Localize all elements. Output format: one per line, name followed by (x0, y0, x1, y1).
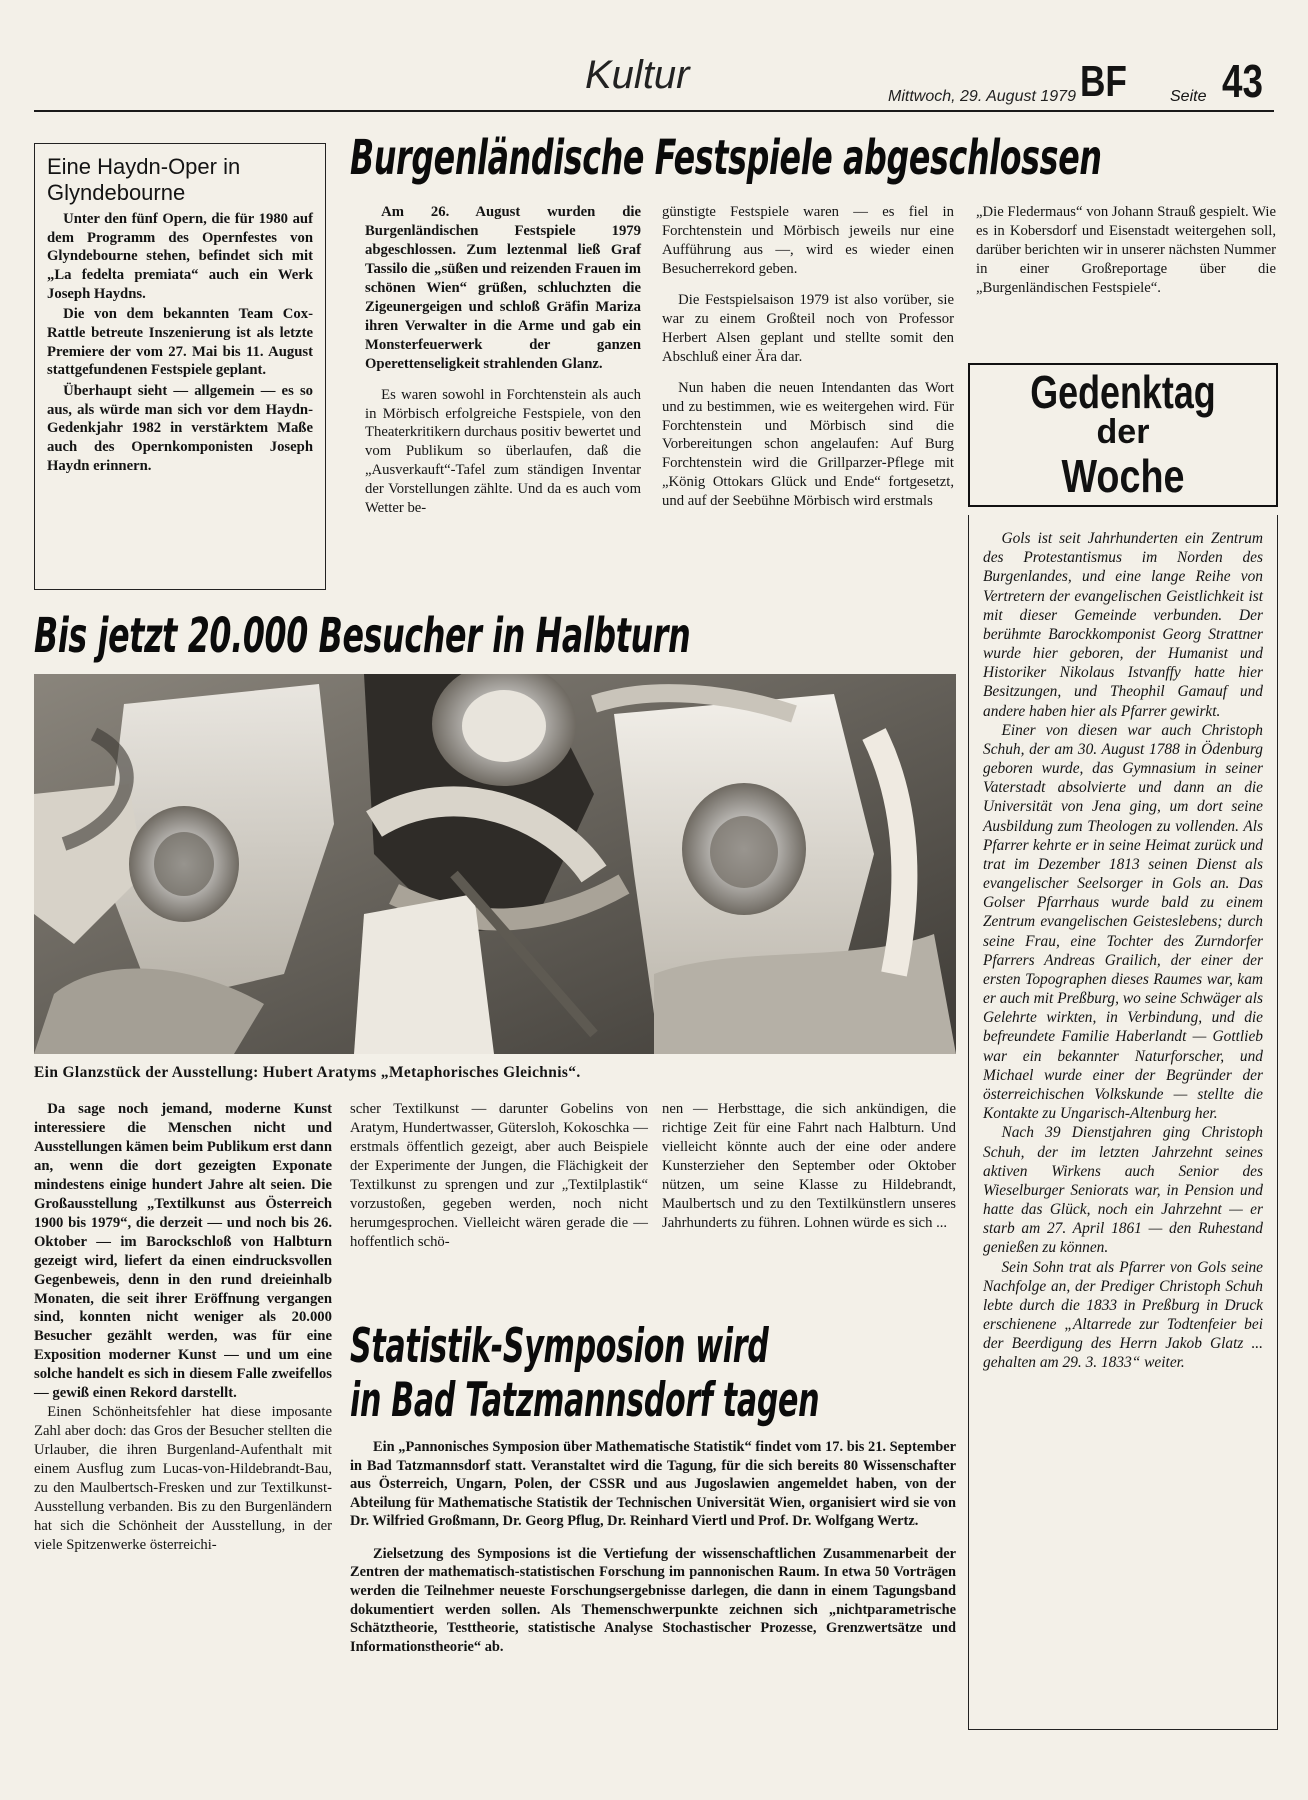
header-rule (34, 110, 1274, 112)
halbturn-column-1 (34, 1100, 332, 1555)
halbturn-paragraph: scher Textilkunst — darunter Gobelins von Aratym, Hundertwasser, Gütersloh, Kokoschka — erstmals öffentlich gezeigt, aber auch Beispiele der Experimente der Jungen, die Flächigkeit der Textilkunst zu sprengen und zur „Textilplastik“ vorzustoßen, gegeben werden, noch nicht herumgesprochen. Vielleicht wären gerade die — hoffentlich schö- (350, 1101, 648, 1250)
symposion-headline (350, 1320, 819, 1428)
gedenktag-text (983, 529, 1263, 1373)
artwork-photo (34, 674, 956, 1054)
gedenktag-body-box (968, 515, 1278, 1730)
haydn-paragraph: Überhaupt sieht — allgemein — es so aus, als würde man sich vor dem Haydn-Gedenkjahr 1982 in verstärktem Maße auch des Opernkomponisten Joseph Haydn erinnern. (47, 382, 313, 474)
page-label: Seite (1170, 88, 1207, 105)
symposion-headline-line: Statistik-Symposion wird (350, 1319, 769, 1374)
halbturn-paragraph: nen — Herbsttage, die sich ankündigen, die richtige Zeit für eine Fahrt nach Halbturn. Und vielleicht könnte auch der eine oder andere Kunsterzieher den September oder Oktober nützen, um seine Klasse zu Hildebrandt, Maulbertsch und zu den Textilkünstlern unseres Jahrhunderts zu führen. Lohnen würde es sich ... (662, 1101, 956, 1231)
symposion-paragraph: Zielsetzung des Symposions ist die Vertiefung der wissenschaftlichen Zusammenarbeit der Zentren der mathematisch-statistischen Forschung im pannonischen Raum. In etwa 50 Vorträgen werden die Teilnehmer neueste Forschungsergebnisse darlegen, die dann in einem Tagungsband dokumentiert werden sollen. Als Themenschwerpunkte zeichnen sich „nichtparametrische Schätztheorie, Testtheorie, statistische Analyse Stochastischer Prozesse, Grenzwertsätze und Informationstheorie“ ab. (350, 1545, 956, 1655)
festspiele-column-1 (365, 203, 641, 518)
festspiele-lead: Am 26. August wurden die Burgenländischen Festspiele 1979 abgeschlossen. Zum leztenmal ließ Graf Tassilo die „süßen und reizenden Frauen im schönen Wien“ grüßen, schluchzten die Zigeunergeigen und schloß Gräfin Mariza ihren Verwalter in die Arme und gab ein Monsterfeuerwerk der ganzen Operettenseligkeit strahlenden Glanz. (365, 204, 641, 372)
gedenktag-title-box (968, 363, 1278, 507)
festspiele-paragraph: günstigte Festspiele waren — es fiel in Forchtenstein und Mörbisch jeweils nur eine Aufführung aus —, wird es wieder einen Besucherrekord geben. (662, 204, 954, 277)
halbturn-paragraph: Einen Schönheitsfehler hat diese imposante Zahl aber doch: das Gros der Besucher stellten die Urlauber, die ihren Burgenland-Aufenthalt mit einem Ausflug zum Lucas-von-Hildebrandt-Bau, zu den Maulbertsch-Fresken und zur Textilkunst-Ausstellung verbanden. Bis zu den Burgenländern hat sich die Schönheit der Ausstellung, in der viele Spitzenwerke österreichi- (34, 1404, 332, 1553)
gedenktag-paragraph: Sein Sohn trat als Pfarrer von Gols seine Nachfolge an, der Prediger Christoph Schuh lebte durch die 1833 in Preßburg in Druck erschienene „Altarrede zur Todtenfeier bei der Beerdigung des Herrn Jakob Glatz ... gehalten am 29. 3. 1833“ weiter. (983, 1258, 1263, 1372)
symposion-body (350, 1438, 956, 1656)
haydn-box-title: Eine Haydn-Oper in Glyndebourne (47, 154, 241, 205)
haydn-paragraph: Die von dem bekannten Team Cox-Rattle betreute Inszenierung ist als letzte Premiere der vom 27. Mai bis 11. August stattgefundenen Festspiele geplant. (47, 306, 313, 379)
halbturn-column-2 (350, 1100, 648, 1252)
photo-caption: Ein Glanzstück der Ausstellung: Hubert Aratyms „Metaphorisches Gleichnis“. (34, 1064, 581, 1081)
gedenktag-paragraph: Gols ist seit Jahrhunderten ein Zentrum des Protestantismus im Norden des Burgenlandes, und eine lange Reihe von Vertretern der evangelischen Geistlichkeit ist mit dieser Gemeinde verbunden. Der berühmte Barockkomponist Georg Strattner wurde hier geboren, der Humanist und Historiker Nikolaus Istvanffy hatte hier Besitzungen, und Theophil Gamauf und andere haben hier als Pfarrer gewirkt. (983, 530, 1263, 720)
festspiele-paragraph: Nun haben die neuen Intendanten das Wort und zu bestimmen, wie es weitergehen wird. Für Forchtenstein und Mörbisch sind die Vorbereitungen schon angelaufen: Auf Burg Forchtenstein wird die Grillparzer-Pflege mit „König Ottokars Glück und Ende“ fortgesetzt, und auf der Seebühne Mörbisch wird erstmals (662, 379, 954, 510)
haydn-paragraph: Unter den fünf Opern, die für 1980 auf dem Programm des Opernfestes von Glyndebourne stehen, befindet sich mit „La fedelta premiata“ auch ein Werk Joseph Haydns. (47, 210, 313, 302)
festspiele-headline: Burgenländische Festspiele abgeschlossen (350, 130, 1102, 186)
halbturn-headline: Bis jetzt 20.000 Besucher in Halbturn (34, 608, 691, 664)
newspaper-logo: BF (1080, 57, 1127, 106)
gedenktag-paragraph: Nach 39 Dienstjahren ging Christoph Schuh, der im letzten Jahrzehnt seines aktiven Wirkens auch Senior des Wieselburger Seniorats war, in Pension und hatte das Glück, noch ein Jahrzehnt — er starb am 27. April 1861 — den Ruhestand genießen zu können. (983, 1124, 1263, 1257)
gedenktag-title-line: der (1096, 413, 1150, 451)
gedenktag-paragraph: Einer von diesen war auch Christoph Schuh, der am 30. August 1788 in Ödenburg geboren wurde, das Gymnasium in seiner Vaterstadt absolvierte und dann an die Universität von Jena ging, um dort seine Ausbildung zum Theologen zu vollenden. Als Pfarrer kehrte er in seine Heimat zurück und trat im Dezember 1813 seinen Dienst als evangelischer Seelsorger in Gols an. Das Golser Pfarrhaus wurde bald zu einem Zentrum evangelischen Geisteslebens; durch seine Frau, eine Tochter des Zurndorfer Pfarrers Andreas Grailich, der einer der ersten Topographen dieses Raumes war, kam er auch mit Preßburg, wo seine Schwäger als Gelehrte wirkten, in Verbindung, und die befreundete Familie Haberlandt — Gottlieb war ein bekannter Naturforscher, und Michael wurde einer der Begründer der österreichischen Volkskunde — stellte die Kontakte zu Ungarisch-Altenburg her. (983, 721, 1263, 1123)
section-title: Kultur (585, 53, 690, 97)
symposion-headline-line: in Bad Tatzmannsdorf tagen (350, 1373, 820, 1429)
festspiele-paragraph: Es waren sowohl in Forchtenstein als auch in Mörbisch erfolgreiche Festspiele, von den Theaterkritikern durchaus positiv bewertet und vom Publikum so überlaufen, daß die „Ausverkauft“-Tafel zum ständigen Inventar der Vorstellungen zählte. Und da es auch vom Wetter be- (365, 386, 641, 517)
halbturn-column-3 (662, 1100, 956, 1233)
festspiele-column-2 (662, 203, 954, 511)
halbturn-lead: Da sage noch jemand, moderne Kunst interessiere die Menschen nicht und Ausstellungen kämen beim Publikum erst dann an, wenn die dort gezeigten Exponate mindestens einige hundert Jahre alt seien. Die Großausstellung „Textilkunst aus Österreich 1900 bis 1979“, die derzeit — und noch bis 26. Oktober — im Barockschloß von Halbturn gezeigt wird, liefert da einen eindrucksvollen Gegenbeweis, denn in den rund dreieinhalb Monaten, die seit ihrer Eröffnung vergangen sind, konnten nicht weniger als 20.000 Besucher gezählt werden, was für eine Exposition moderner Kunst — und um eine solche handelt es sich in diesem Falle zweifellos — gewiß einen Rekord darstellt. (34, 1101, 332, 1402)
gedenktag-title-line: Gedenktag (1030, 366, 1216, 418)
haydn-opera-box (34, 143, 326, 590)
festspiele-column-3 (976, 203, 1276, 298)
gedenktag-title-line: Woche (1061, 450, 1185, 502)
festspiele-paragraph: Die Festspielsaison 1979 ist also vorüber, sie war zu einem Großteil noch von Professor Herbert Alsen geplant und stellte somit den Abschluß einer Ära dar. (662, 291, 954, 365)
symposion-paragraph: Ein „Pannonisches Symposion über Mathematische Statistik“ findet vom 17. bis 21. September in Bad Tatzmannsdorf statt. Veranstaltet wird die Tagung, für die sich bereits 80 Wissenschafter aus Österreich, Ungarn, Polen, der CSSR und aus Jugoslawien angemeldet haben, von der Abteilung für Mathematische Statistik der Technischen Universität Wien, organisiert wird sie von Dr. Wilfried Großmann, Dr. Georg Pflug, Dr. Reinhard Viertl und Prof. Dr. Wolfgang Wertz. (350, 1439, 956, 1530)
festspiele-paragraph: „Die Fledermaus“ von Johann Strauß gespielt. Wie es in Kobersdorf und Eisenstadt weitergehen soll, darüber berichten wir in unserer nächsten Nummer in einer Großreportage über die „Burgenländischen Festspiele“. (976, 204, 1276, 296)
page-number: 43 (1222, 55, 1263, 107)
textile-artwork-image (34, 674, 956, 1054)
issue-date: Mittwoch, 29. August 1979 (888, 88, 1076, 105)
